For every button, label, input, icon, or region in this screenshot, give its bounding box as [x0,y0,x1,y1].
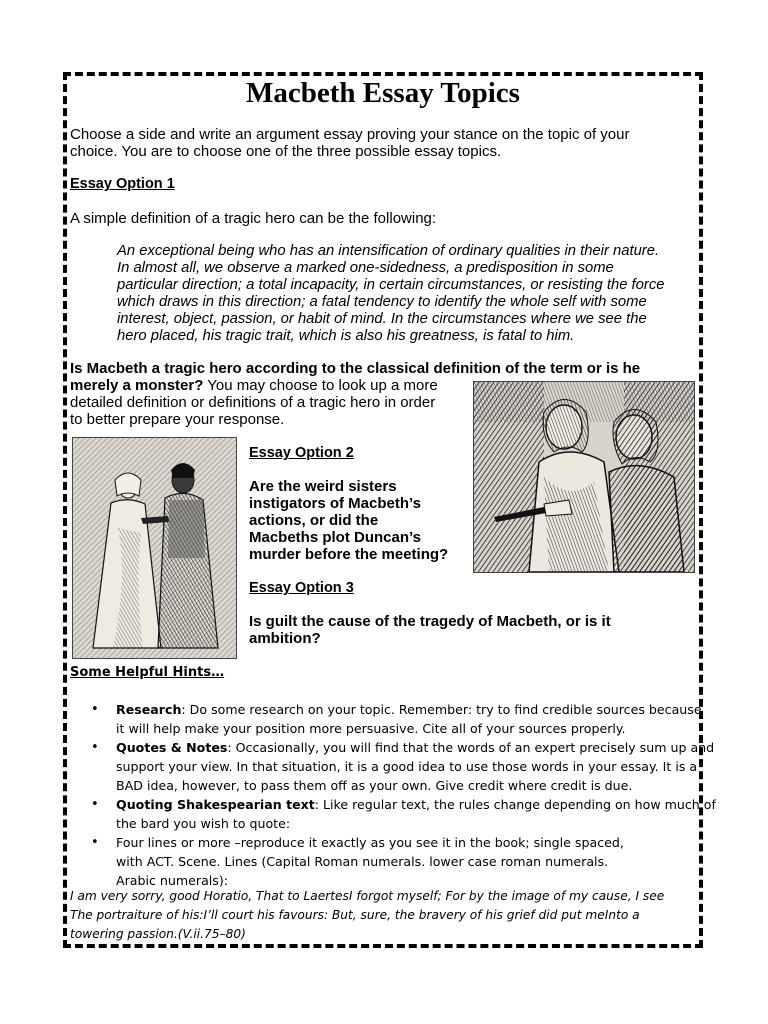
option1-question-rest: You may choose to look up a more [203,377,438,394]
hint-four-lines [91,833,716,890]
macbeth-dagger-illustration [473,381,695,573]
example-line: The portraiture of his:I’ll court his favours: But, sure, the bravery of his grief did put meInto a [70,908,640,922]
option2-heading: Essay Option 2 [249,445,354,461]
example-line: I am very sorry, good Horatio, That to LaertesI forgot myself; For by the image of my cause, I see [70,889,665,903]
hint-text: BAD idea, however, to pass them off as your own. Give credit where credit is due. [116,778,633,793]
hint-text: support your view. In that situation, it is a good idea to use those words in your essay. It is a [116,759,698,774]
example-line: towering passion.(V.ii.75–80) [70,927,246,941]
intro-line-1: Choose a side and write an argument essay proving your stance on the topic of your [70,126,630,143]
option2-question [249,478,448,563]
macbeth-couple-illustration [72,437,237,659]
hint-research [91,700,716,738]
hint-text: Arabic numerals): [116,873,229,888]
option2-line: instigators of Macbeth’s [249,495,421,512]
page-title: Macbeth Essay Topics [246,77,520,109]
option1-heading: Essay Option 1 [70,176,175,192]
option3-line-2: ambition? [249,630,321,647]
option1-question-line-1: Is Macbeth a tragic hero according to the classical definition of the term or is he [70,360,641,377]
option3-line-1: Is guilt the cause of the tragedy of Macbeth, or is it [249,613,611,630]
hint-text: : Occasionally, you will find that the words of an expert precisely sum up and [227,740,715,755]
bullet: • [91,797,99,812]
option1-question-bold: merely a monster? [70,377,204,394]
hint-quotes-notes [91,738,716,795]
bullet: • [91,702,99,717]
hint-text: : Like regular text, the rules change depending on how much of [314,797,716,812]
intro-line-2: choice. You are to choose one of the three possible essay topics. [70,143,502,160]
hint-label: Research [116,702,182,717]
hint-text: Four lines or more –reproduce it exactly as you see it in the book; single spaced, [116,835,624,850]
hint-label: Quotes & Notes [116,740,228,755]
option3-heading: Essay Option 3 [249,580,354,596]
quote-line: particular direction; a total incapacity, in certain circumstances, or resisting the force [117,277,665,293]
engraving-figures-icon [474,382,694,572]
quote-example [70,887,664,944]
quote-line: An exceptional being who has an intensification of ordinary qualities in their nature. [117,243,660,259]
option2-line: murder before the meeting? [249,546,449,563]
hint-text: the bard you wish to quote: [116,816,291,831]
hint-label: Quoting Shakespearian text [116,797,315,812]
option1-question-line-3: detailed definition or definitions of a tragic hero in order [70,394,436,411]
quote-line: In almost all, we observe a marked one-sidedness, a predisposition in some [117,260,614,276]
option2-line: Macbeths plot Duncan’s [249,529,421,546]
hint-text: : Do some research on your topic. Remember: try to find credible sources because [181,702,702,717]
option2-line: Are the weird sisters [249,478,397,495]
hints-heading: Some Helpful Hints… [70,665,225,680]
tragic-hero-definition [117,243,664,345]
option1-question-line-4: to better prepare your response. [70,411,285,428]
bullet: • [91,740,99,755]
bullet: • [91,835,99,850]
hints-list [91,700,716,890]
hint-text: it will help make your position more persuasive. Cite all of your sources properly. [116,721,626,736]
quote-line: which draws in this direction; a fatal tendency to identify the whole self with some [117,294,647,310]
quote-line: interest, object, passion, or habit of mind. In the circumstances where we see the [117,311,647,327]
quote-line: hero placed, his tragic trait, which is also his greatness, is fatal to him. [117,328,575,344]
hint-quoting-shakespeare [91,795,716,833]
option1-lead: A simple definition of a tragic hero can be the following: [70,210,437,227]
option2-line: actions, or did the [249,512,379,529]
option1-question-line-2 [70,377,438,395]
hint-text: with ACT. Scene. Lines (Capital Roman numerals. lower case roman numerals. [116,854,609,869]
engraving-couple-icon [73,438,236,658]
